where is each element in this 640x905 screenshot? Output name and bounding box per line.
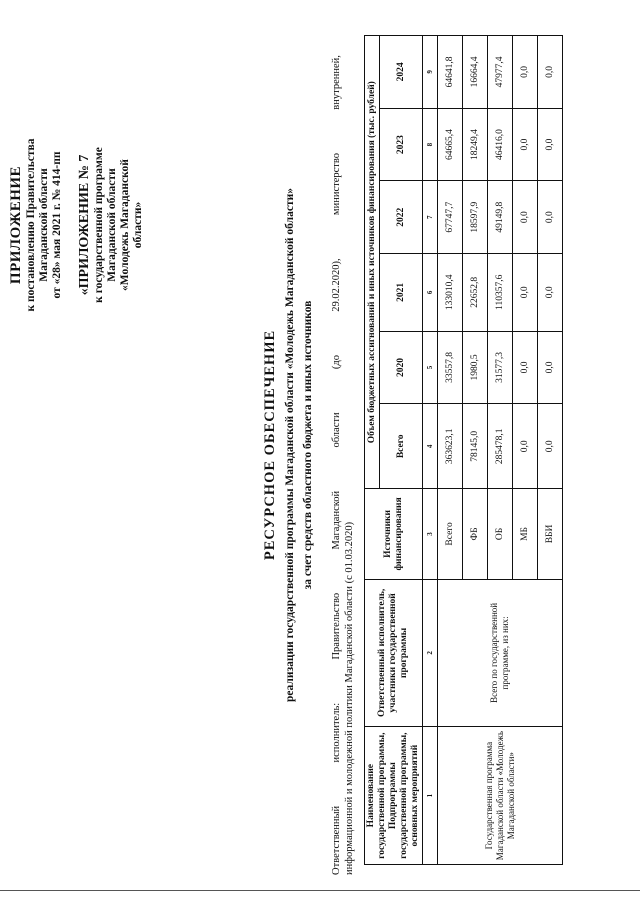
approval-block xyxy=(10,15,145,435)
appendix-line: Магаданской области xyxy=(106,168,118,282)
value-cell: 0,0 xyxy=(513,331,538,404)
resp-word: министерство xyxy=(331,153,342,216)
value-cell: 67747,7 xyxy=(438,181,463,254)
value-cell: 78145,0 xyxy=(463,404,488,489)
resp-word: Правительство xyxy=(331,592,342,660)
header-executor: Ответственный исполнитель, участники государственной программы xyxy=(365,579,423,727)
value-cell: 363623,1 xyxy=(438,404,463,489)
value-cell: 0,0 xyxy=(538,404,563,489)
value-cell: 133010,4 xyxy=(438,254,463,332)
value-cell: 0,0 xyxy=(513,108,538,181)
appendix-line: к государственной программе xyxy=(93,147,105,303)
header-total: Всего xyxy=(380,404,423,489)
col-number: 3 xyxy=(423,489,438,579)
value-cell: 64665,4 xyxy=(438,108,463,181)
approval-line: от «28» мая 2021 г. № 414-пп xyxy=(51,151,63,299)
col-number: 8 xyxy=(423,108,438,181)
resp-word: (до xyxy=(331,355,342,370)
value-cell: 285478,1 xyxy=(488,404,513,489)
responsible-executor xyxy=(330,55,356,875)
col-number: 6 xyxy=(423,254,438,332)
document-subtitle: реализации государственной программы Магаданской области «Молодежь Магаданской области» xyxy=(284,188,296,702)
col-number: 9 xyxy=(423,36,438,109)
value-cell: 16664,4 xyxy=(463,36,488,109)
appendix-line: «Молодежь Магаданской xyxy=(119,159,131,291)
header-row xyxy=(365,36,380,865)
document-title: РЕСУРСНОЕ ОБЕСПЕЧЕНИЕ xyxy=(262,329,278,561)
value-cell: 47977,4 xyxy=(488,36,513,109)
resp-word: 29.02.2020), xyxy=(331,258,342,312)
header-year: 2021 xyxy=(380,254,423,332)
value-cell: 0,0 xyxy=(538,331,563,404)
resource-table xyxy=(364,35,563,865)
source-cell: Всего xyxy=(438,489,463,579)
value-cell: 46416,0 xyxy=(488,108,513,181)
resp-word: исполнитель: xyxy=(331,702,342,763)
col-number: 4 xyxy=(423,404,438,489)
value-cell: 22652,8 xyxy=(463,254,488,332)
resp-word: Магаданской xyxy=(331,490,342,550)
column-number-row xyxy=(423,36,438,865)
value-cell: 0,0 xyxy=(538,36,563,109)
value-cell: 0,0 xyxy=(538,181,563,254)
source-cell: ВБИ xyxy=(538,489,563,579)
header-year: 2024 xyxy=(380,36,423,109)
header-source: Источники финансирования xyxy=(365,489,423,579)
header-year: 2023 xyxy=(380,108,423,181)
resp-word: Ответственный xyxy=(331,805,342,875)
table-row xyxy=(438,36,463,865)
resp-word: области xyxy=(331,412,342,448)
col-number: 2 xyxy=(423,579,438,727)
value-cell: 0,0 xyxy=(513,254,538,332)
col-number: 1 xyxy=(423,727,438,865)
value-cell: 110357,6 xyxy=(488,254,513,332)
source-cell: ФБ xyxy=(463,489,488,579)
value-cell: 1980,5 xyxy=(463,331,488,404)
value-cell: 49149,8 xyxy=(488,181,513,254)
value-cell: 0,0 xyxy=(538,254,563,332)
header-name: Наименование государственной программы, Подпрограммы государственной программы, основных мероприятий xyxy=(365,727,423,865)
program-executor-cell: Всего по государственной программе, из них: xyxy=(438,579,563,727)
appendix-heading: «ПРИЛОЖЕНИЕ № 7 xyxy=(77,154,92,296)
col-number: 7 xyxy=(423,181,438,254)
header-year: 2022 xyxy=(380,181,423,254)
header-volume: Объем бюджетных ассигнований и иных источников финансирования (тыс. рублей) xyxy=(365,36,380,489)
appendix-line: области» xyxy=(132,201,144,249)
value-cell: 0,0 xyxy=(538,108,563,181)
title-block xyxy=(262,45,315,845)
approval-line: Магаданской области xyxy=(38,168,50,282)
value-cell: 0,0 xyxy=(513,181,538,254)
value-cell: 64641,8 xyxy=(438,36,463,109)
program-name-cell: Государственная программа Магаданской области «Молодежь Магаданской области» xyxy=(438,727,563,865)
scan-edge-line xyxy=(0,890,640,891)
value-cell: 33557,8 xyxy=(438,331,463,404)
source-cell: МБ xyxy=(513,489,538,579)
col-number: 5 xyxy=(423,331,438,404)
value-cell: 31577,3 xyxy=(488,331,513,404)
responsible-line-2: информационной и молодежной политики Магаданской области (с 01.03.2020) xyxy=(344,521,355,875)
approval-heading: ПРИЛОЖЕНИЕ xyxy=(8,165,24,285)
value-cell: 18249,4 xyxy=(463,108,488,181)
resp-word: внутренней, xyxy=(331,55,342,110)
value-cell: 18597,9 xyxy=(463,181,488,254)
header-year: 2020 xyxy=(380,331,423,404)
value-cell: 0,0 xyxy=(513,36,538,109)
document-subtitle-2: за счет средств областного бюджета и иных источников xyxy=(302,300,314,590)
value-cell: 0,0 xyxy=(513,404,538,489)
approval-line: к постановлению Правительства xyxy=(25,138,37,312)
source-cell: ОБ xyxy=(488,489,513,579)
